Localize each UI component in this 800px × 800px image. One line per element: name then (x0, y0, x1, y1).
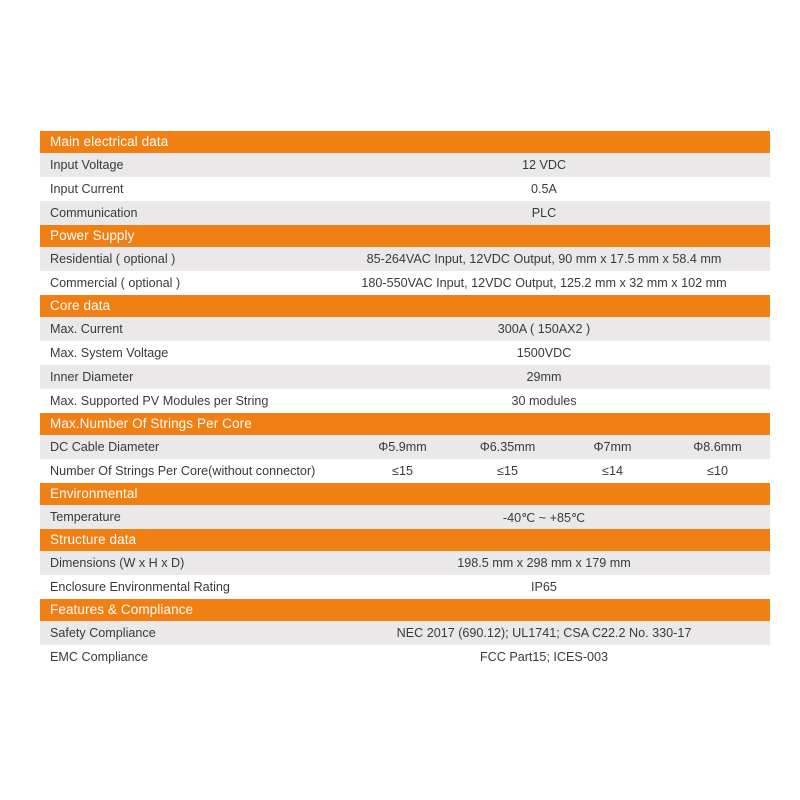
row-label: Safety Compliance (50, 626, 156, 640)
row-value-cell: ≤15 (392, 464, 413, 478)
row-label: Number Of Strings Per Core(without connector) (50, 464, 316, 478)
row-value-cell: ≤10 (707, 464, 728, 478)
row-value-cell: Φ8.6mm (693, 440, 742, 454)
row-label: Inner Diameter (50, 370, 134, 384)
row-value: -40℃ ~ +85℃ (502, 510, 586, 525)
table-row (40, 177, 770, 201)
table-row (40, 459, 770, 483)
row-value: 30 modules (511, 394, 577, 408)
row-label: Residential ( optional ) (50, 252, 176, 266)
row-value-cell: Φ5.9mm (378, 440, 427, 454)
row-label: DC Cable Diameter (50, 440, 160, 454)
row-value: 300A ( 150AX2 ) (497, 322, 591, 336)
row-value-cell: Φ6.35mm (479, 440, 536, 454)
table-row (40, 365, 770, 389)
row-label: Max. System Voltage (50, 346, 169, 360)
table-row (40, 621, 770, 645)
table-row (40, 153, 770, 177)
row-value-cell: Φ7mm (593, 440, 632, 454)
row-value: IP65 (531, 580, 557, 594)
row-value: 85-264VAC Input, 12VDC Output, 90 mm x 17.5 mm x 58.4 mm (366, 252, 722, 266)
section-header: Max.Number Of Strings Per Core (40, 413, 770, 435)
table-row (40, 575, 770, 599)
table-row (40, 341, 770, 365)
row-label: Max. Current (50, 322, 123, 336)
specification-table (40, 131, 770, 669)
row-value (350, 440, 770, 454)
table-row (40, 271, 770, 295)
row-value-cell: ≤15 (497, 464, 518, 478)
table-row (40, 317, 770, 341)
row-value: 198.5 mm x 298 mm x 179 mm (457, 556, 631, 570)
row-value: 29mm (526, 370, 562, 384)
row-value: 1500VDC (516, 346, 572, 360)
row-label: Temperature (50, 510, 121, 524)
table-row (40, 435, 770, 459)
table-row (40, 247, 770, 271)
section-header: Features & Compliance (40, 599, 770, 621)
row-value: 12 VDC (521, 158, 567, 172)
row-label: EMC Compliance (50, 650, 148, 664)
row-label: Communication (50, 206, 138, 220)
row-label: Enclosure Environmental Rating (50, 580, 230, 594)
row-label: Input Current (50, 182, 124, 196)
section-header: Power Supply (40, 225, 770, 247)
table-row (40, 389, 770, 413)
table-row (40, 551, 770, 575)
row-label: Commercial ( optional ) (50, 276, 181, 290)
row-value: 180-550VAC Input, 12VDC Output, 125.2 mm x 32 mm x 102 mm (361, 276, 727, 290)
table-row (40, 201, 770, 225)
section-header: Structure data (40, 529, 770, 551)
row-label: Input Voltage (50, 158, 124, 172)
table-row (40, 645, 770, 669)
section-header: Environmental (40, 483, 770, 505)
row-value (350, 464, 770, 478)
row-value: 0.5A (531, 182, 557, 196)
table-row (40, 505, 770, 529)
row-value: FCC Part15; ICES-003 (479, 650, 609, 664)
section-header: Main electrical data (40, 131, 770, 153)
row-value: PLC (531, 206, 557, 220)
row-label: Dimensions (W x H x D) (50, 556, 185, 570)
row-value-cell: ≤14 (602, 464, 623, 478)
section-header: Core data (40, 295, 770, 317)
row-value: NEC 2017 (690.12); UL1741; CSA C22.2 No. 330-17 (396, 626, 692, 640)
row-label: Max. Supported PV Modules per String (50, 394, 269, 408)
